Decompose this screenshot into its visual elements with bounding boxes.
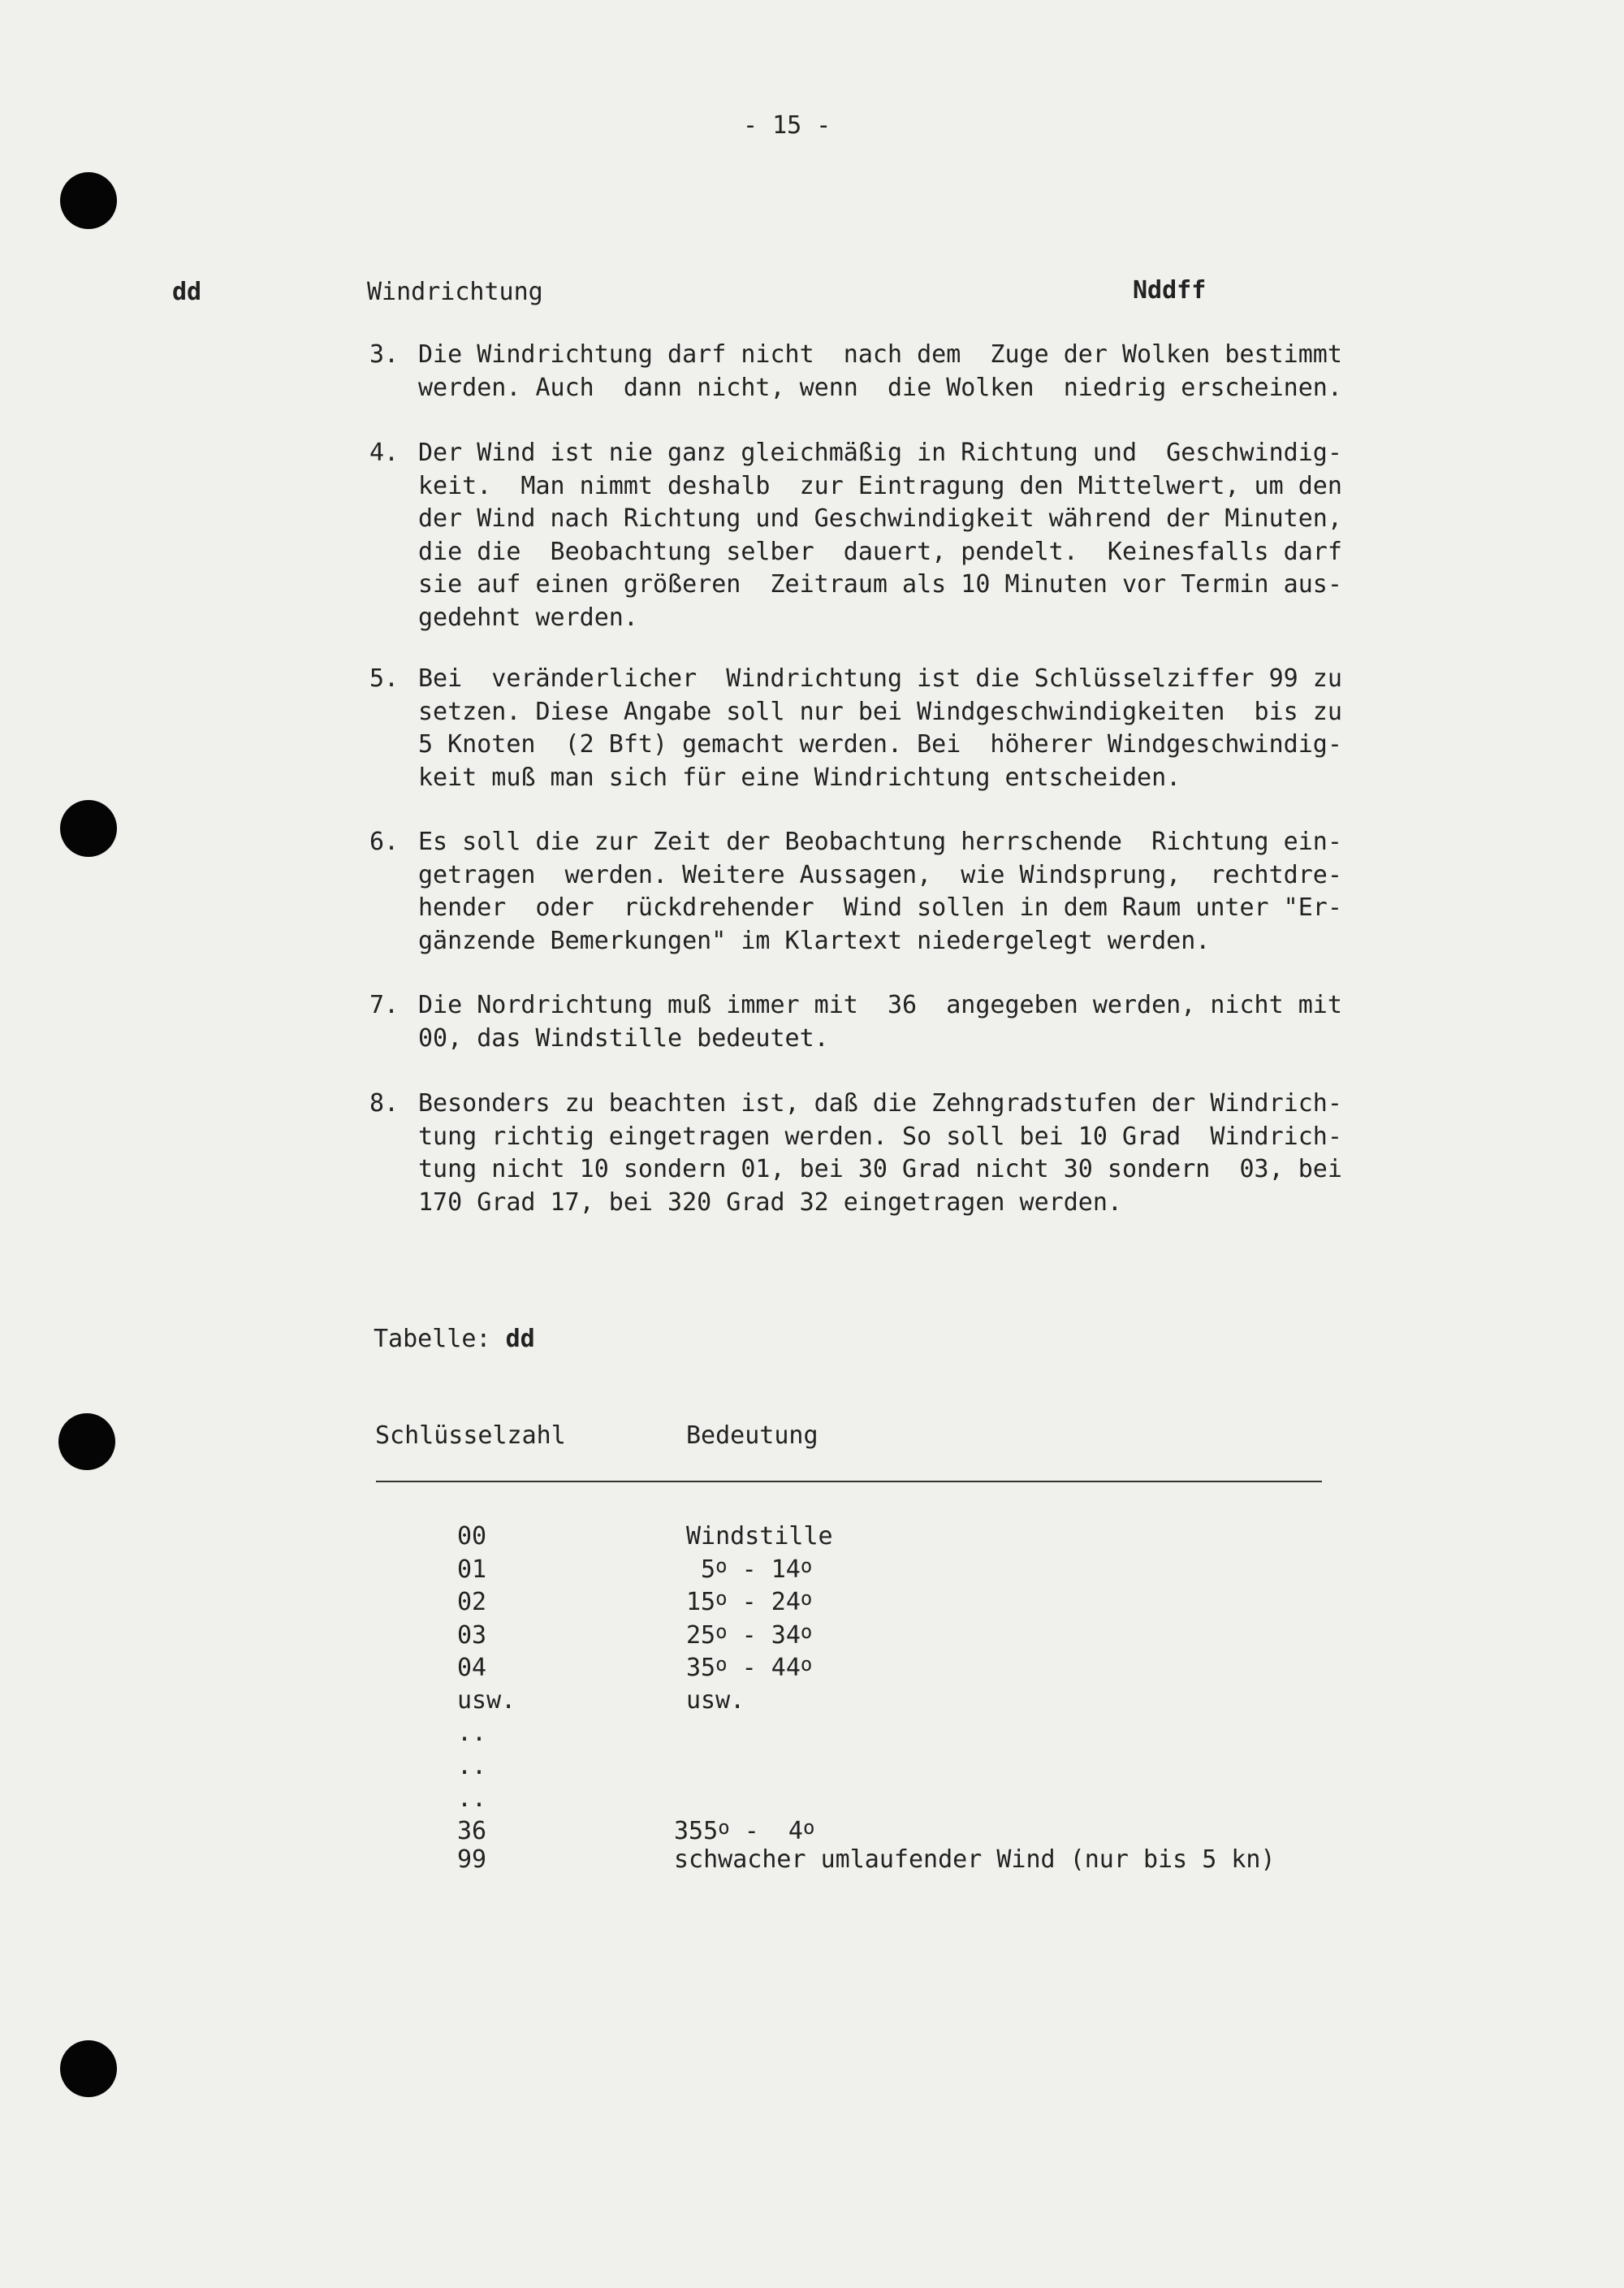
header-title: Windrichtung — [367, 278, 543, 306]
row-meaning — [686, 1652, 812, 1685]
degree-sign: o — [802, 1816, 815, 1839]
row-code: 36 — [457, 1817, 487, 1845]
item-line: Die Windrichtung darf nicht nach dem Zuge der Wolken bestimmt — [418, 340, 1342, 369]
item-line: setzen. Diese Angabe soll nur bei Windgeschwindigkeiten bis zu — [418, 697, 1342, 726]
table-row — [0, 1586, 1624, 1619]
item-line: Es soll die zur Zeit der Beobachtung herrschende Richtung ein- — [418, 828, 1342, 856]
table-row — [0, 1554, 1624, 1586]
item-number: 5. — [369, 664, 400, 693]
row-code: 02 — [457, 1588, 487, 1616]
degree-sign: o — [715, 1653, 728, 1676]
item-line: Die Nordrichtung muß immer mit 36 angegeben werden, nicht mit — [418, 991, 1342, 1019]
item-number: 3. — [369, 340, 400, 369]
row-meaning — [701, 1554, 812, 1586]
table-header-code: Schlüsselzahl — [375, 1421, 566, 1450]
item-number: 6. — [369, 828, 400, 856]
row-code: 01 — [457, 1555, 487, 1584]
row-meaning — [674, 1815, 814, 1848]
item-line: Besonders zu beachten ist, daß die Zehngradstufen der Windrich- — [418, 1089, 1342, 1118]
degree-sign: o — [715, 1620, 728, 1643]
punch-hole-1 — [60, 172, 117, 229]
item-line: die die Beobachtung selber dauert, pendelt. Keinesfalls darf — [418, 537, 1342, 566]
range-sep: - — [727, 1588, 771, 1616]
row-meaning: usw. — [686, 1686, 745, 1715]
table-row — [0, 1750, 1624, 1783]
range-from: 15 — [686, 1588, 716, 1616]
table-caption-code: dd — [505, 1325, 535, 1353]
item-line: 00, das Windstille bedeutet. — [418, 1023, 829, 1053]
item-line: keit. Man nimmt deshalb zur Eintragung den Mittelwert, um den — [418, 471, 1342, 500]
item-number: 4. — [369, 439, 400, 467]
degree-sign: o — [718, 1816, 730, 1839]
item-line: hender oder rückdrehender Wind sollen in dem Raum unter "Er- — [418, 893, 1342, 922]
table-caption-prefix: Tabelle: — [374, 1325, 491, 1353]
row-meaning: schwacher umlaufender Wind (nur bis 5 kn) — [674, 1845, 1276, 1874]
header-code-right: Nddff — [1133, 276, 1207, 305]
range-to: 24 — [771, 1588, 801, 1616]
table-row — [0, 1844, 1624, 1876]
range-to: 34 — [771, 1621, 801, 1650]
range-from: 355 — [674, 1817, 719, 1845]
table-row — [0, 1717, 1624, 1750]
item-line: Der Wind ist nie ganz gleichmäßig in Richtung und Geschwindig- — [418, 439, 1342, 467]
page-number: - 15 - — [743, 111, 831, 140]
punch-hole-3 — [58, 1413, 115, 1470]
degree-sign: o — [800, 1555, 813, 1577]
row-code: 03 — [457, 1621, 487, 1650]
table-row — [0, 1783, 1624, 1815]
item-line: 5 Knoten (2 Bft) gemacht werden. Bei höherer Windgeschwindig- — [418, 730, 1342, 759]
range-sep: - — [727, 1555, 771, 1584]
row-code: .. — [457, 1752, 487, 1780]
item-line: tung richtig eingetragen werden. So soll bei 10 Grad Windrich- — [418, 1122, 1342, 1151]
row-code: usw. — [457, 1686, 516, 1715]
table-row — [0, 1815, 1624, 1848]
row-meaning — [686, 1620, 812, 1652]
item-line: der Wind nach Richtung und Geschwindigkeit während der Minuten, — [418, 504, 1342, 533]
range-to: 14 — [771, 1555, 801, 1584]
table-row — [0, 1685, 1624, 1717]
item-line: keit muß man sich für eine Windrichtung entscheiden. — [418, 763, 1181, 792]
row-code: 99 — [457, 1845, 487, 1874]
degree-sign: o — [800, 1620, 813, 1643]
range-sep: - — [729, 1817, 788, 1845]
degree-sign: o — [715, 1587, 728, 1610]
row-meaning — [686, 1586, 812, 1619]
row-code: .. — [457, 1784, 487, 1813]
range-from: 25 — [686, 1621, 716, 1650]
item-line: Bei veränderlicher Windrichtung ist die Schlüsselziffer 99 zu — [418, 664, 1342, 693]
table-row — [0, 1520, 1624, 1553]
item-line: 170 Grad 17, bei 320 Grad 32 eingetragen werden. — [418, 1187, 1122, 1217]
header-code-left: dd — [172, 278, 202, 306]
table-divider — [376, 1481, 1322, 1482]
range-from: 35 — [686, 1654, 716, 1682]
range-sep: - — [727, 1621, 771, 1650]
degree-sign: o — [800, 1653, 813, 1676]
row-code: 00 — [457, 1522, 487, 1551]
range-to: 44 — [771, 1654, 801, 1682]
table-header-meaning: Bedeutung — [686, 1421, 818, 1450]
item-line: werden. Auch dann nicht, wenn die Wolken niedrig erscheinen. — [418, 373, 1342, 402]
row-meaning: Windstille — [686, 1522, 833, 1551]
item-number: 7. — [369, 991, 400, 1019]
degree-sign: o — [800, 1587, 813, 1610]
punch-hole-2 — [60, 800, 117, 857]
item-line: sie auf einen größeren Zeitraum als 10 Minuten vor Termin aus- — [418, 570, 1342, 599]
degree-sign: o — [715, 1555, 728, 1577]
punch-hole-4 — [60, 2040, 117, 2097]
table-caption — [374, 1323, 535, 1356]
row-code: .. — [457, 1719, 487, 1747]
range-sep: - — [727, 1654, 771, 1682]
range-from: 5 — [701, 1555, 716, 1584]
range-to: 4 — [788, 1817, 803, 1845]
item-number: 8. — [369, 1089, 400, 1118]
item-line: getragen werden. Weitere Aussagen, wie Windsprung, rechtdre- — [418, 860, 1342, 889]
item-line: tung nicht 10 sondern 01, bei 30 Grad nicht 30 sondern 03, bei — [418, 1155, 1342, 1183]
item-line: gedehnt werden. — [418, 603, 638, 632]
row-code: 04 — [457, 1654, 487, 1682]
table-row — [0, 1620, 1624, 1652]
item-line: gänzende Bemerkungen" im Klartext niedergelegt werden. — [418, 926, 1211, 955]
table-row — [0, 1652, 1624, 1685]
